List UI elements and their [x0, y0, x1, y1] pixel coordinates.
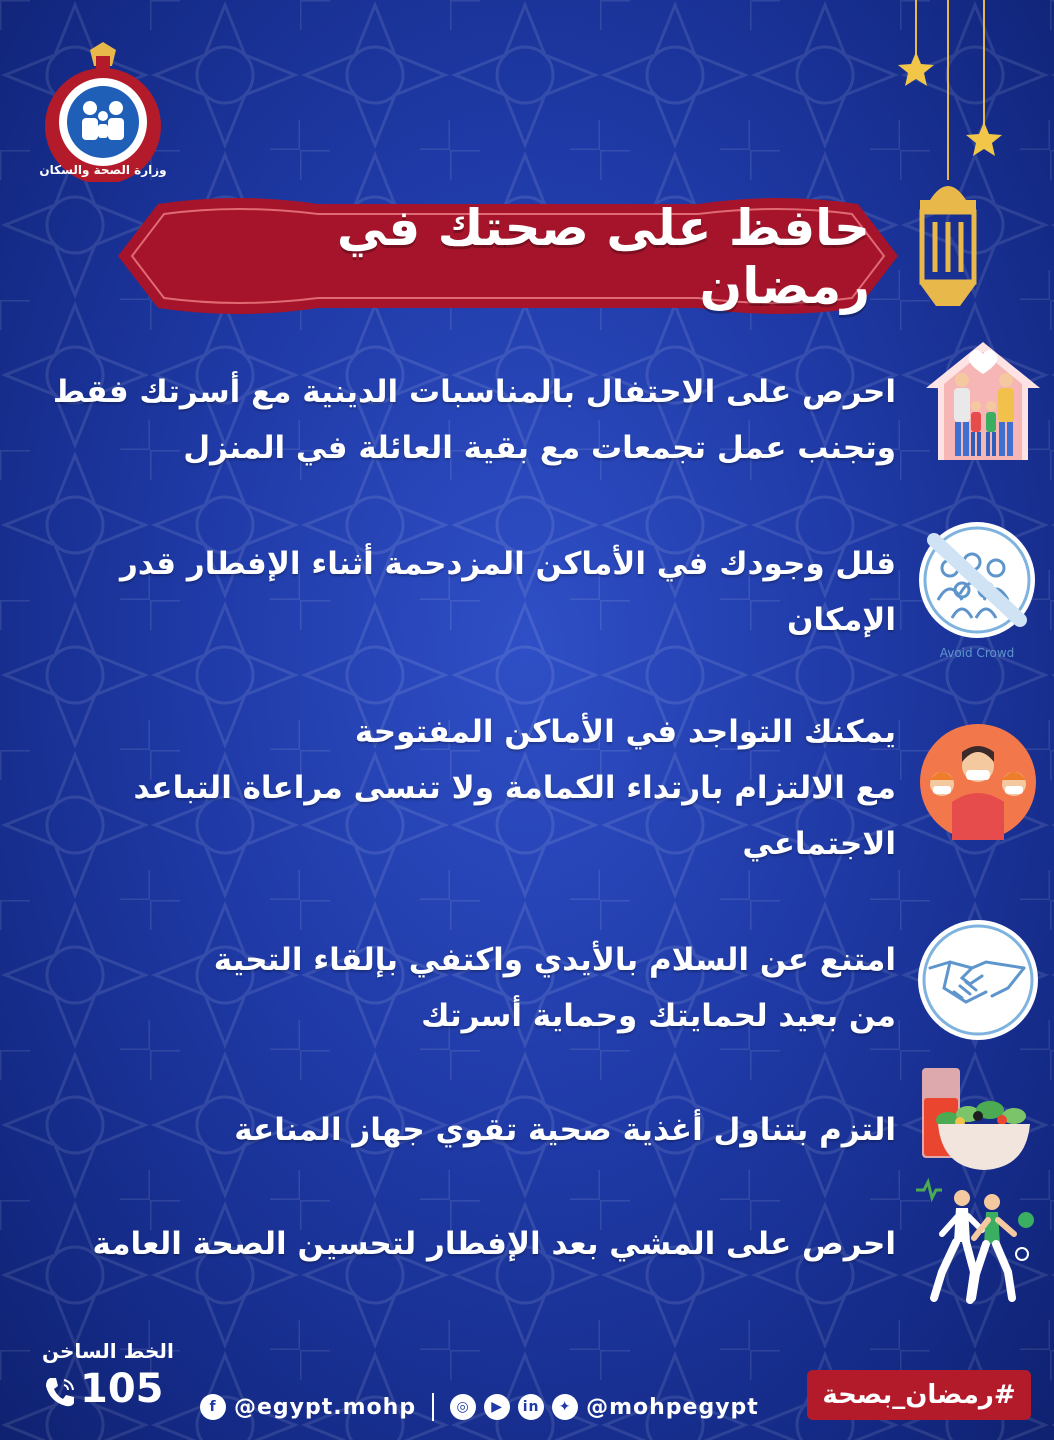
tip-2-line-2: الإمكان [786, 602, 896, 638]
healthy-food-icon [918, 1064, 1040, 1176]
facebook-handle[interactable]: @egypt.mohp [234, 1394, 417, 1420]
instagram-icon[interactable]: ◎ [450, 1394, 476, 1420]
tip-5-line-1: التزم بتناول أغذية صحية تقوي جهاز المناعة [234, 1112, 896, 1148]
tip-1 [53, 364, 896, 476]
tip-3-line-1: يمكنك التواجد في الأماكن المفتوحة [354, 714, 896, 750]
tip-4-line-1: امتنع عن السلام بالأيدي واكتفي بإلقاء التحية [213, 942, 896, 978]
twitter-icon[interactable]: ✦ [552, 1394, 578, 1420]
tip-2 [120, 536, 896, 648]
hotline-number[interactable]: 105 [80, 1366, 164, 1412]
tip-4-line-2: من بعيد لحمايتك وحماية أسرتك [421, 998, 896, 1034]
linkedin-icon[interactable]: in [518, 1394, 544, 1420]
tip-6-line-1: احرص على المشي بعد الإفطار لتحسين الصحة العامة [92, 1226, 896, 1262]
tip-3-line-2: مع الالتزام بارتداء الكمامة ولا تنسى مراعاة التباعد [133, 770, 896, 806]
tip-3 [134, 704, 896, 872]
hashtag-badge: #رمضان_بصحة [807, 1370, 1031, 1420]
social-handle[interactable]: @mohpegypt [586, 1394, 759, 1420]
tip-2-line-1: قلل وجودك في الأماكن المزدحمة أثناء الإفطار قدر [120, 546, 896, 582]
social-divider [432, 1393, 434, 1421]
family-home-icon [924, 338, 1042, 460]
tip-6 [93, 1216, 896, 1272]
tip-5 [234, 1102, 896, 1158]
logo-text-ar: وزارة الصحة والسكان [39, 163, 167, 177]
page-title: حافظ على صحتك في رمضان [336, 199, 870, 315]
avoid-crowd-caption: Avoid Crowd [939, 646, 1015, 660]
tip-4 [214, 932, 896, 1044]
avoid-crowd-icon [914, 520, 1040, 660]
phone-icon [42, 1374, 78, 1410]
walking-icon [912, 1176, 1042, 1306]
tip-1-line-2: وتجنب عمل تجمعات مع بقية العائلة في المنزل [183, 430, 896, 466]
ministry-logo [38, 42, 168, 182]
tip-1-line-1: احرص على الاحتفال بالمناسبات الدينية مع أسرتك فقط [52, 374, 896, 410]
hotline-label: الخط الساخن [42, 1339, 174, 1363]
tip-3-line-3: الاجتماعي [742, 826, 896, 862]
no-handshake-icon [916, 918, 1040, 1042]
social-bar [200, 1390, 759, 1424]
lantern-decoration [890, 0, 1040, 320]
youtube-icon[interactable]: ▶ [484, 1394, 510, 1420]
facebook-icon[interactable]: f [200, 1394, 226, 1420]
masked-people-icon [918, 722, 1038, 842]
